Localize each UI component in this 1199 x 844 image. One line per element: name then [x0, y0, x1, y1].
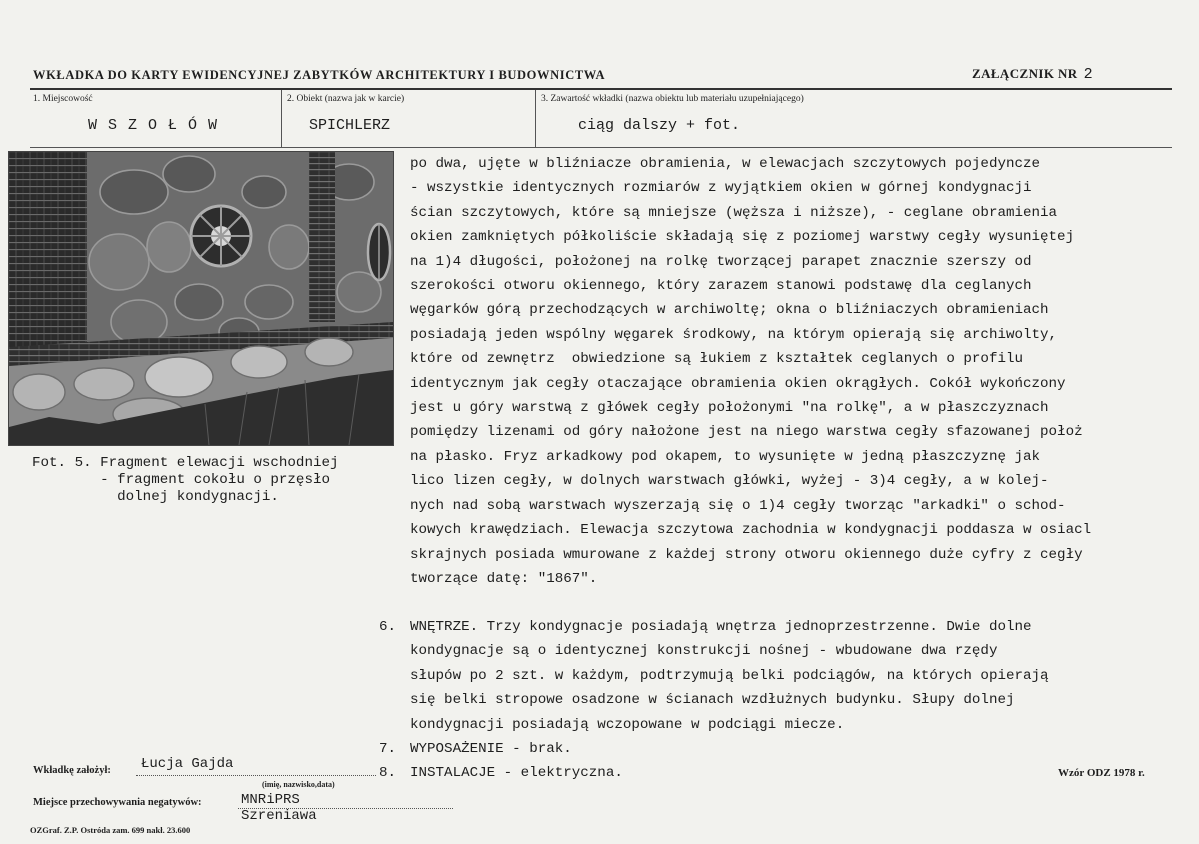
author-dotline — [136, 775, 376, 776]
description-line: węgarków górą przechodzących w archiwoltę; okna o bliźniaczych obramieniach — [410, 302, 1049, 319]
section-text: WNĘTRZE. Trzy kondygnacje posiadają wnętrza jednoprzestrzenne. Dwie dolne — [410, 619, 1032, 635]
description-line: kowych krawędziach. Elewacja szczytowa zachodnia w kondygnacji poddasza w osiacl — [410, 522, 1092, 539]
description-line: na 1)4 długości, położonej na rolkę tworzącej parapet znacznie szerszy od — [410, 253, 1032, 270]
object-value: SPICHLERZ — [309, 117, 391, 134]
section-text: kondygnacji posiadają wczopowane w podciągi miecze. — [410, 716, 845, 733]
description-line: które od zewnętrz obwiedzione są łukiem z kształtek ceglanych o profilu — [410, 351, 1023, 368]
annex-value: 2 — [1083, 66, 1093, 83]
section-line — [379, 664, 1195, 688]
locality-label: 1. Miejscowość — [33, 94, 93, 104]
field-divider — [281, 90, 282, 147]
description-line: skrajnych posiada wmurowane z każdej strony otworu okiennego duże cyfry z cegły — [410, 546, 1083, 563]
description-line: pomiędzy lizenami od góry nałożone jest na niego warstwa cegły sfazowanej położ — [410, 424, 1083, 441]
section-number: 6. — [379, 619, 397, 635]
print-note: OZGraf. Z.P. Ostróda zam. 699 nakł. 23.600 — [30, 825, 191, 835]
section-line — [379, 639, 1195, 663]
fields-rule — [30, 147, 1172, 148]
round-window — [368, 224, 390, 280]
section-line — [379, 737, 1195, 761]
round-window — [191, 206, 251, 266]
author-hint: (imię, nazwisko,data) — [262, 780, 335, 789]
field-divider — [535, 90, 536, 147]
annex-label: ZAŁĄCZNIK NR — [972, 66, 1078, 81]
model-note: Wzór ODZ 1978 r. — [1058, 767, 1145, 779]
section-line — [379, 713, 1195, 737]
storage-value-2: Szreniawa — [241, 808, 317, 824]
section-text: słupów po 2 szt. w każdym, podtrzymują belki podciągów, na których opierają — [410, 667, 1049, 684]
description-line: posiadają jeden wspólny węgarek środkowy, na którym opierają się archiwolty, — [410, 326, 1058, 343]
object-label: 2. Obiekt (nazwa jak w karcie) — [287, 94, 405, 104]
description-line: okien zamkniętych półkoliście składają się z poziomej warstwy cegły wysuniętej — [410, 229, 1075, 246]
content-label: 3. Zawartość wkładki (nazwa obiektu lub materiału uzupełniającego) — [541, 94, 804, 104]
section-number: 7. — [379, 741, 397, 757]
section-text: INSTALACJE - elektryczna. — [410, 765, 623, 782]
section-line — [379, 615, 1195, 639]
description-line: nych nad sobą warstwach wyszerzają się o 1)4 cegły tworząc "arkadki" o schod- — [410, 497, 1066, 514]
section-6 — [379, 615, 1195, 737]
author-value: Łucja Gajda — [141, 756, 234, 772]
description-line: tworzące datę: "1867". — [410, 570, 598, 587]
section-number: 8. — [379, 765, 397, 782]
section-7 — [379, 737, 1195, 761]
author-label: Wkładkę założył: — [33, 765, 111, 776]
description-line: po dwa, ujęte w bliźniacze obramienia, w elewacjach szczytowych pojedyncze — [410, 156, 1041, 172]
section-text: WYPOSAŻENIE - brak. — [410, 741, 572, 757]
storage-dotline — [238, 808, 453, 809]
section-line — [379, 688, 1195, 712]
description-text — [410, 152, 1195, 591]
annex-number — [972, 66, 1093, 83]
section-text: się belki stropowe osadzone w ścianach wzdłużnych budynku. Słupy dolnej — [410, 692, 1015, 709]
description-line: - wszystkie identycznych rozmiarów z wyjątkiem okien w górnej kondygnacji — [410, 180, 1032, 197]
section-text: kondygnacje są o identycznej konstrukcji nośnej - wbudowane dwa rzędy — [410, 643, 998, 660]
header-rule — [30, 88, 1172, 90]
locality-value: W S Z O Ł Ó W — [88, 117, 219, 134]
description-line: lico lizen cegły, w dolnych warstwach główki, wyżej - 3)4 cegły, a w kolej- — [410, 473, 1049, 490]
content-value: ciąg dalszy + fot. — [578, 117, 741, 134]
description-line: jest u góry warstwą z główek cegły położonymi "na rolkę", a w płaszczyznach — [410, 400, 1049, 417]
wall-photo — [8, 151, 394, 446]
form-title: WKŁADKA DO KARTY EWIDENCYJNEJ ZABYTKÓW ARCHITEKTURY I BUDOWNICTWA — [33, 68, 606, 82]
description-line: identycznym jak cegły otaczające obramienia okien okrągłych. Cokół wykończony — [410, 375, 1066, 392]
storage-value-1: MNRiPRS — [241, 792, 300, 808]
photo-caption: Fot. 5. Fragment elewacji wschodniej - fragment cokołu o przęsło dolnej kondygnacji. — [32, 455, 339, 505]
description-line: na płasko. Fryz arkadkowy pod okapem, to wysunięte w jedną płaszczyznę jak — [410, 448, 1041, 465]
description-line: szerokości otworu okiennego, który zarazem stanowi podstawę dla ceglanych — [410, 278, 1032, 295]
storage-label: Miejsce przechowywania negatywów: — [33, 797, 202, 808]
description-line: ścian szczytowych, które są mniejsze (węższa i niższe), - ceglane obramienia — [410, 204, 1058, 221]
